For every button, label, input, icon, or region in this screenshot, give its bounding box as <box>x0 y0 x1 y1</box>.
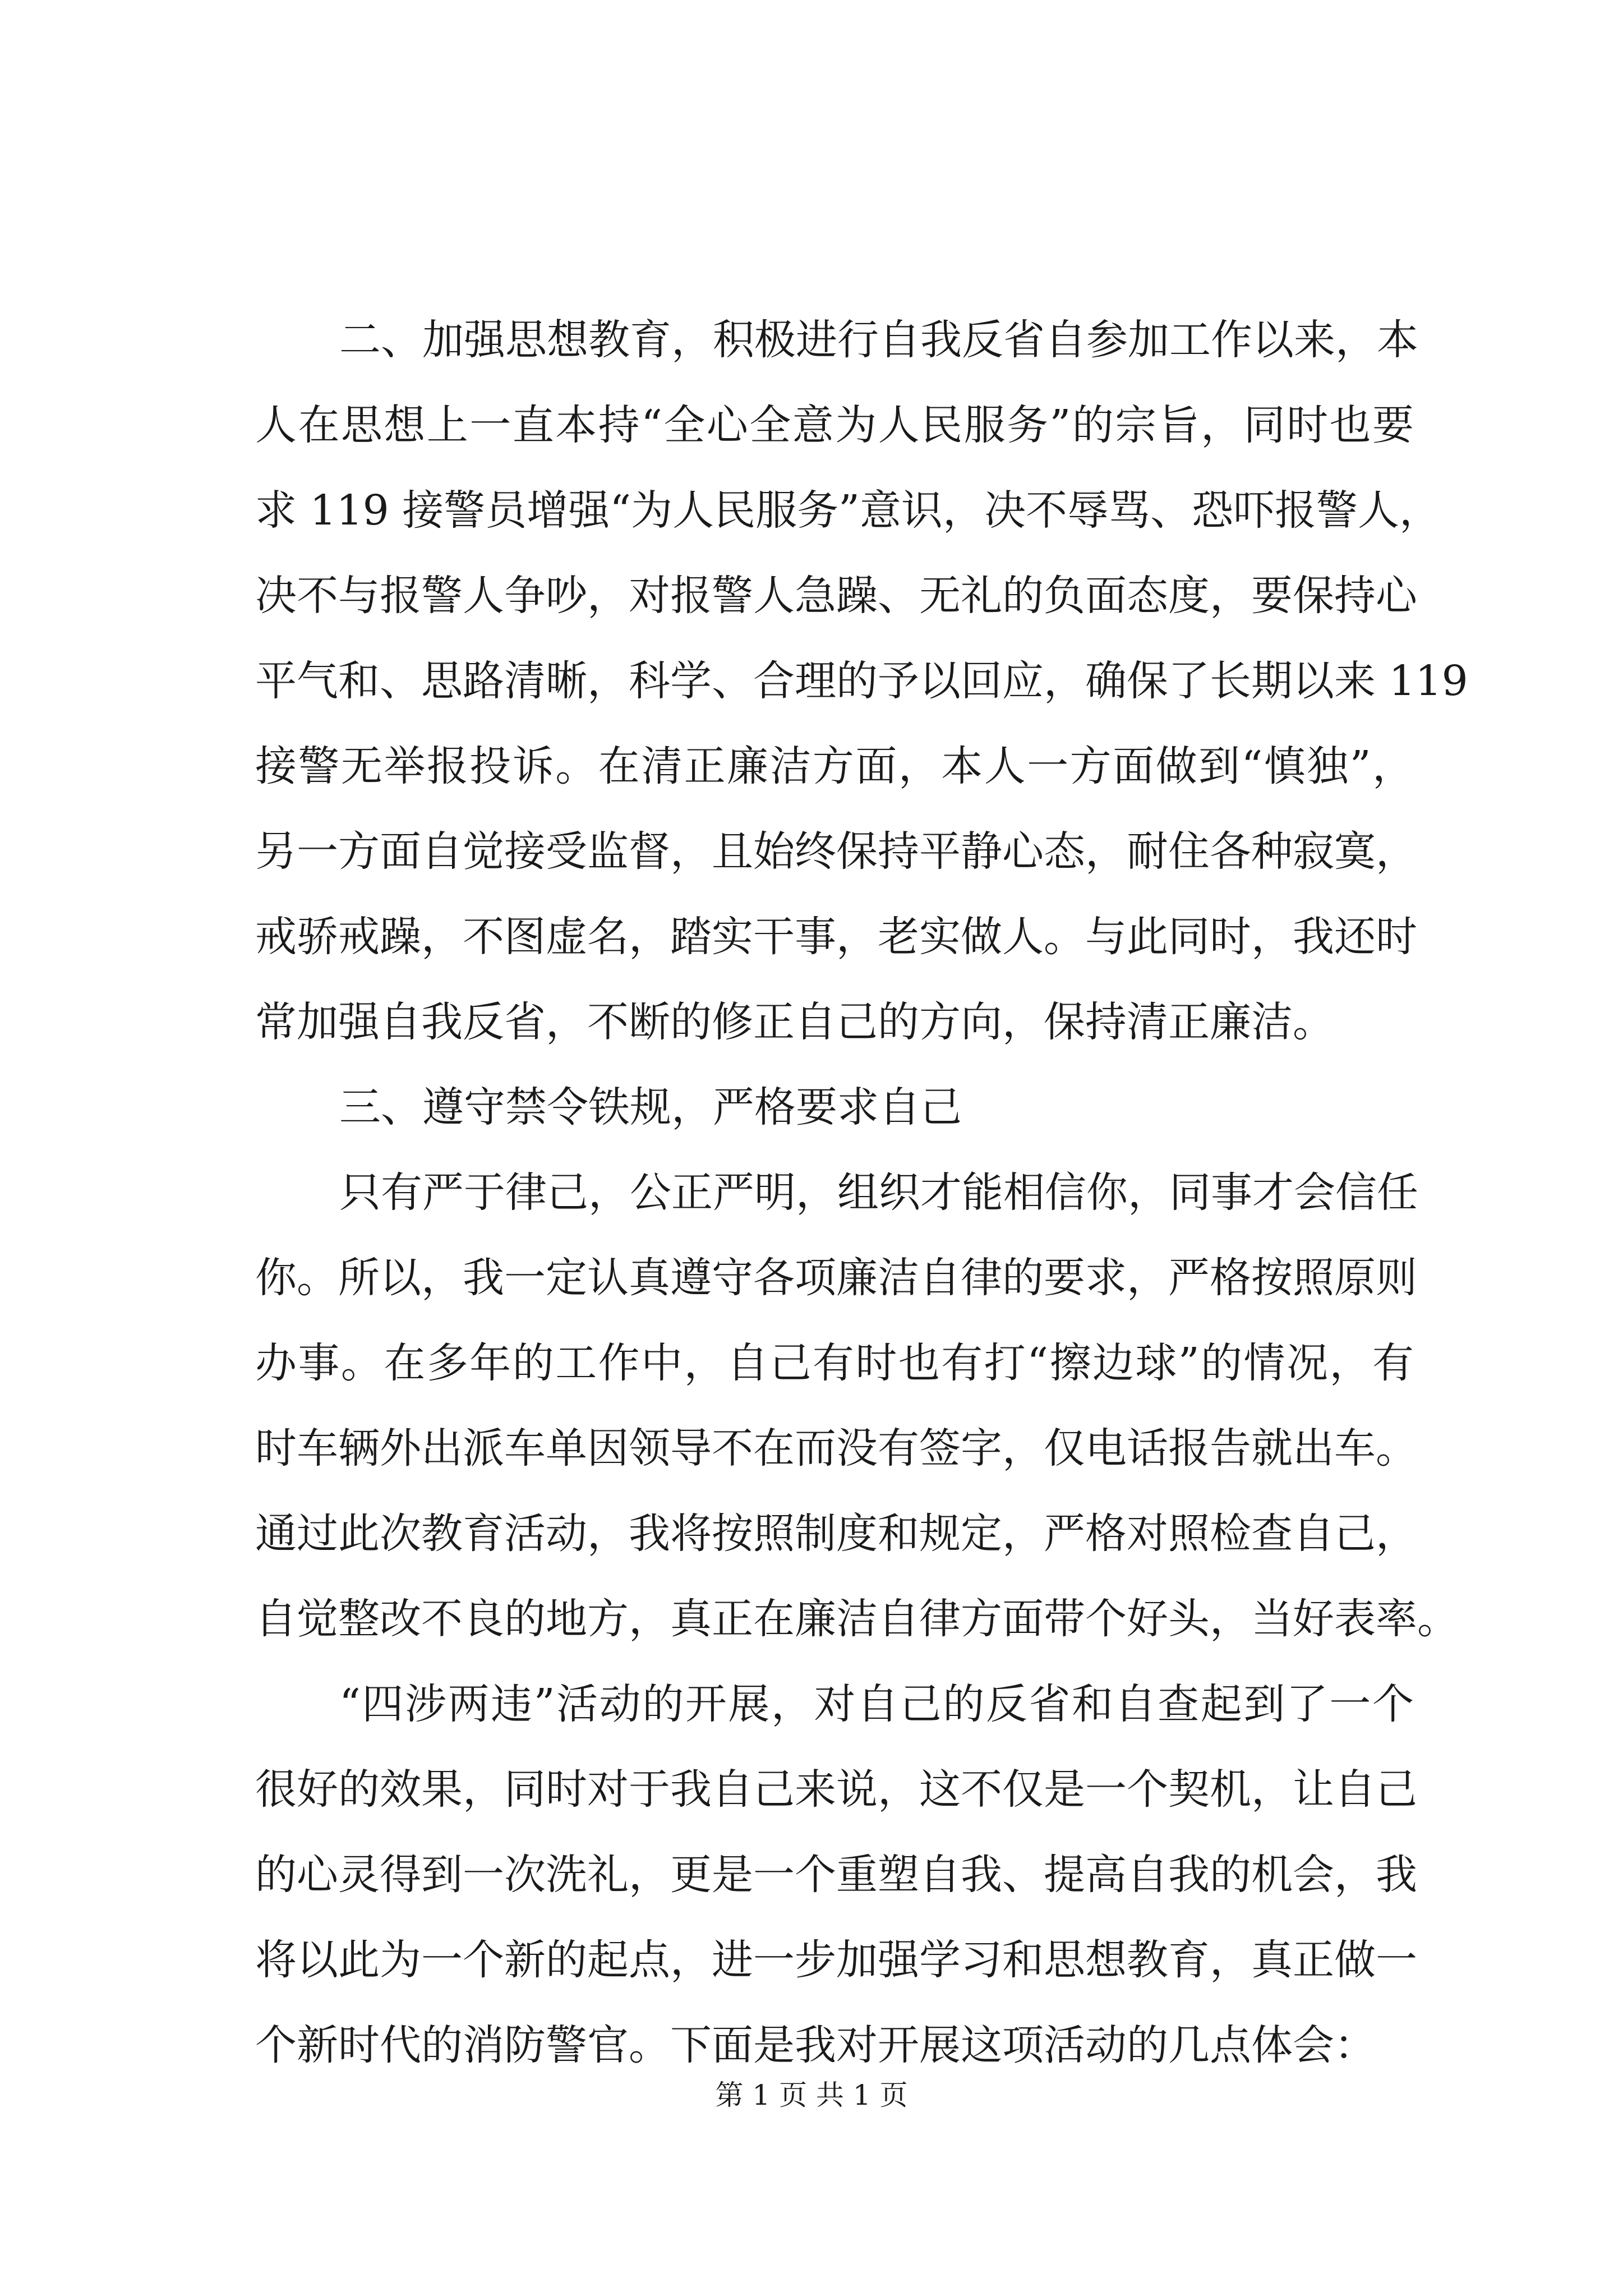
paragraph-line: 的心灵得到一次洗礼，更是一个重塑自我、提高自我的机会，我 <box>255 1851 1417 1899</box>
paragraph-activity-reflection <box>255 1662 1417 2088</box>
paragraph-line: 个新时代的消防警官。下面是我对开展这项活动的几点体会： <box>255 2021 1376 2069</box>
paragraph-line: 自觉整改不良的地方，真正在廉洁自律方面带个好头，当好表率。 <box>255 1595 1459 1643</box>
page-number-footer: 第 1 页 共 1 页 <box>715 2079 908 2111</box>
paragraph-line: 你。所以，我一定认真遵守各项廉洁自律的要求，严格按照原则 <box>255 1254 1417 1302</box>
paragraph-line: 很好的效果，同时对于我自己来说，这不仅是一个契机，让自己 <box>255 1765 1417 1814</box>
section-heading: 三、遵守禁令铁规，严格要求自己 <box>339 1083 962 1131</box>
paragraph-line: 平气和、思路清晰，科学、合理的予以回应，确保了长期以来 119 <box>255 657 1468 705</box>
paragraph-line: 二、加强思想教育，积极进行自我反省自参加工作以来，本 <box>339 316 1418 364</box>
paragraph-line: “四涉两违”活动的开展，对自己的反省和自查起到了一个 <box>339 1680 1414 1728</box>
paragraph-line: 人在思想上一直本持“全心全意为人民服务”的宗旨，同时也要 <box>255 401 1414 449</box>
paragraph-line: 戒骄戒躁，不图虚名，踏实干事，老实做人。与此同时，我还时 <box>255 913 1417 961</box>
paragraph-ideological-education <box>255 297 1468 1065</box>
paragraph-line: 接警无举报投诉。在清正廉洁方面，本人一方面做到“慎独”， <box>255 742 1414 790</box>
paragraph-line: 将以此为一个新的起点，进一步加强学习和思想教育，真正做一 <box>255 1936 1417 1984</box>
document-body <box>255 297 1468 2088</box>
paragraph-line: 另一方面自觉接受监督，且始终保持平静心态，耐住各种寂寞， <box>255 827 1417 876</box>
paragraph-self-discipline <box>255 1150 1459 1662</box>
paragraph-line: 常加强自我反省，不断的修正自己的方向，保持清正廉洁。 <box>255 998 1334 1046</box>
paragraph-line: 只有严于律己，公正严明，组织才能相信你，同事才会信任 <box>339 1168 1418 1217</box>
paragraph-line: 时车辆外出派车单因领导不在而没有签字，仅电话报告就出车。 <box>255 1424 1417 1473</box>
paragraph-line: 通过此次教育活动，我将按照制度和规定，严格对照检查自己， <box>255 1510 1417 1558</box>
paragraph-line: 求 119 接警员增强“为人民服务”意识，决不辱骂、恐吓报警人， <box>255 486 1441 535</box>
paragraph-line: 办事。在多年的工作中，自己有时也有打“擦边球”的情况，有 <box>255 1339 1414 1387</box>
section-heading-discipline <box>255 1065 1414 1150</box>
paragraph-line: 决不与报警人争吵，对报警人急躁、无礼的负面态度，要保持心 <box>255 572 1417 620</box>
